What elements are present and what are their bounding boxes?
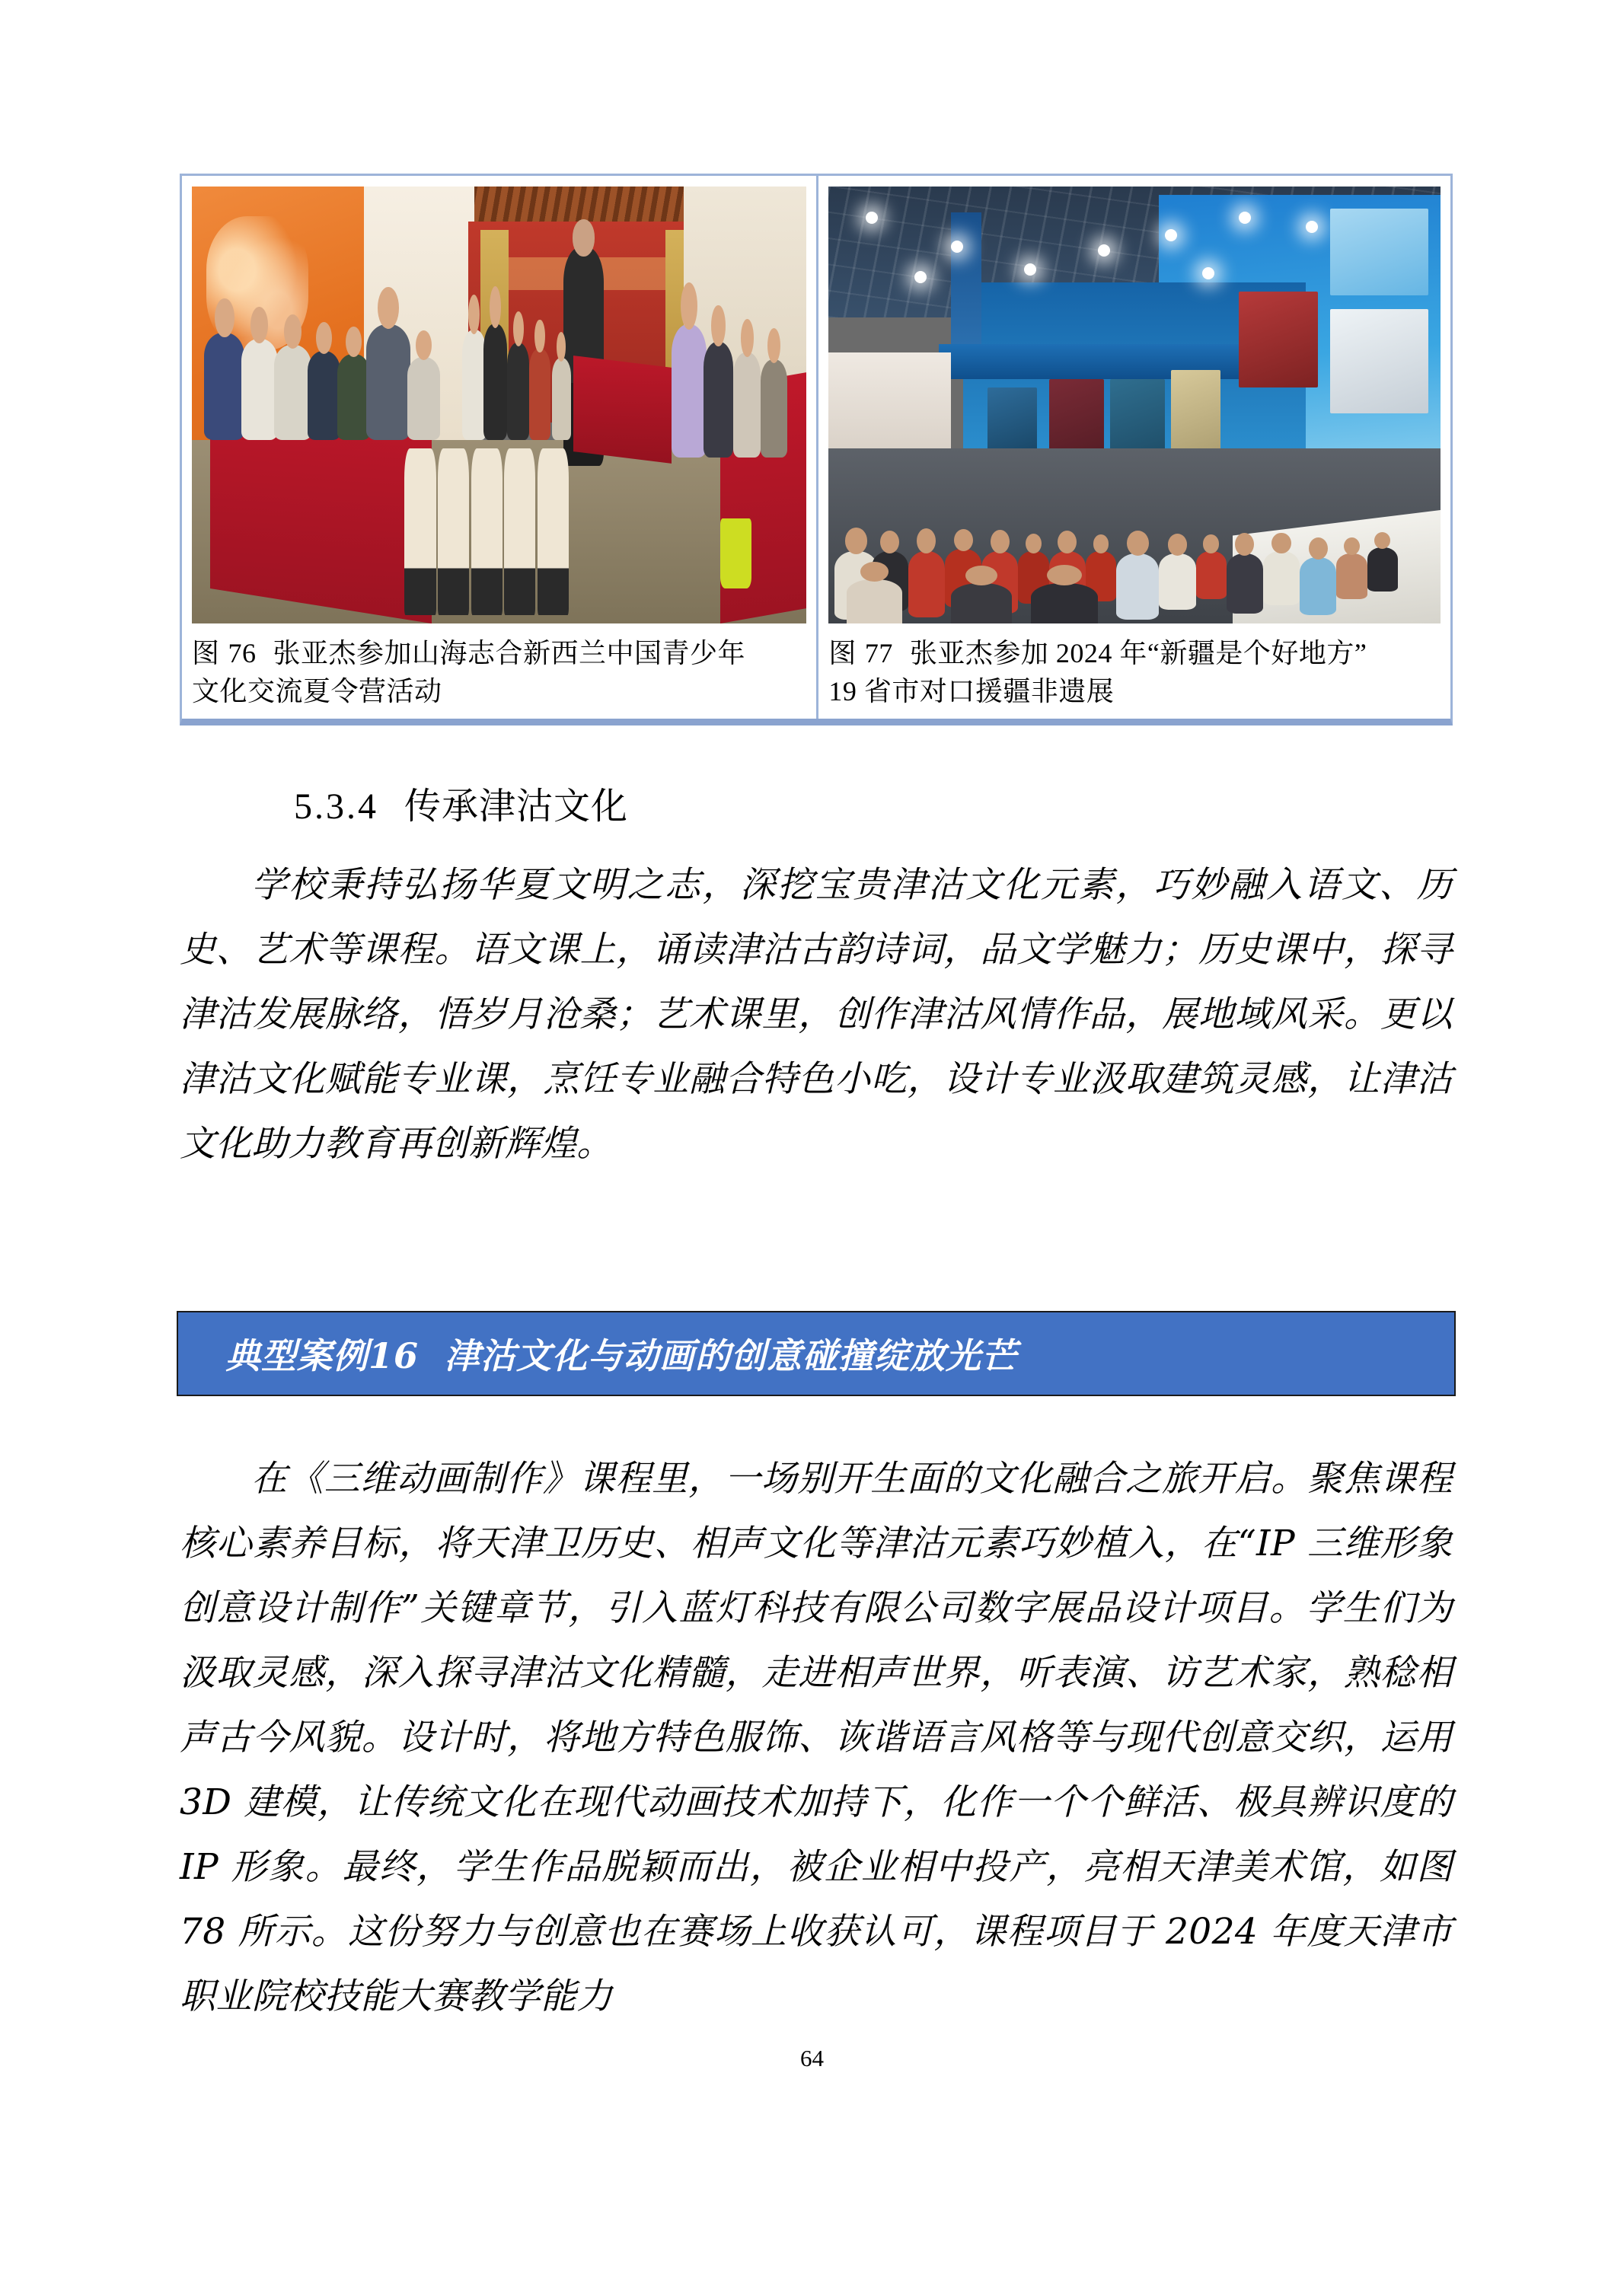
case-study-number: 16 bbox=[369, 1335, 420, 1376]
figure-cell-77 bbox=[818, 176, 1450, 719]
figure-76-label: 图 bbox=[192, 638, 220, 668]
section-number: 5.3.4 bbox=[294, 786, 378, 827]
case-body-paragraph-block bbox=[180, 1446, 1453, 2029]
case-study-prefix: 典型案例 bbox=[225, 1335, 369, 1376]
case-body-paragraph: 在《三维动画制作》课程里，一场别开生面的文化融合之旅开启。聚焦课程核心素养目标，将天津卫历史、相声文化等津沽元素巧妙植入，在“IP 三维形象创意设计制作”关键章节，引入蓝灯科技有限公司数字展品设计项目。学生们为汲取灵感，深入探寻津沽文化精髓，走进相声世界，听表演、访艺术家，熟稔相声古今风貌。设计时，将地方特色服饰、诙谐语言风格等与现代创意交织，运用 3D 建模，让传统文化在现代动画技术加持下，化作一个个鲜活、极具辨识度的 IP 形象。最终，学生作品脱颖而出，被企业相中投产，亮相天津美术馆，如图 78 所示。这份努力与创意也在赛场上收获认可，课程项目于 2024 年度天津市职业院校技能大赛教学能力 bbox=[180, 1458, 1453, 2017]
intro-paragraph-block bbox=[180, 853, 1453, 1176]
figure-76-caption-line1: 张亚杰参加山海志合新西兰中国青少年 bbox=[273, 638, 746, 668]
figure-76-number: 76 bbox=[228, 638, 257, 668]
figure-76-photo bbox=[192, 187, 806, 623]
section-title: 传承津沽文化 bbox=[404, 786, 629, 827]
figure-table bbox=[180, 174, 1453, 725]
figure-77-caption-line2: 19 省市对口援疆非遗展 bbox=[828, 676, 1115, 707]
figure-77-caption bbox=[828, 634, 1441, 711]
case-study-title: 津沽文化与动画的创意碰撞绽放光芒 bbox=[445, 1335, 1018, 1376]
figure-76-caption bbox=[192, 634, 806, 711]
figure-77-caption-line1: 张亚杰参加 2024 年“新疆是个好地方” bbox=[909, 638, 1367, 668]
case-study-banner-label bbox=[178, 1328, 1017, 1379]
figure-cell-76 bbox=[182, 176, 818, 719]
case-study-banner bbox=[177, 1311, 1456, 1396]
figure-77-number: 77 bbox=[864, 638, 893, 668]
figure-77-photo bbox=[828, 187, 1441, 623]
page-number: 64 bbox=[800, 2045, 824, 2071]
intro-paragraph: 学校秉持弘扬华夏文明之志，深挖宝贵津沽文化元素，巧妙融入语文、历史、艺术等课程。语文课上，诵读津沽古韵诗词，品文学魅力；历史课中，探寻津沽发展脉络，悟岁月沧桑；艺术课里，创作津沽风情作品，展地域风采。更以津沽文化赋能专业课，烹饪专业融合特色小吃，设计专业汲取建筑灵感，让津沽文化助力教育再创新辉煌。 bbox=[180, 864, 1453, 1165]
figure-76-caption-line2: 文化交流夏令营活动 bbox=[192, 676, 442, 707]
section-heading bbox=[294, 776, 628, 829]
figure-77-label: 图 bbox=[828, 638, 857, 668]
